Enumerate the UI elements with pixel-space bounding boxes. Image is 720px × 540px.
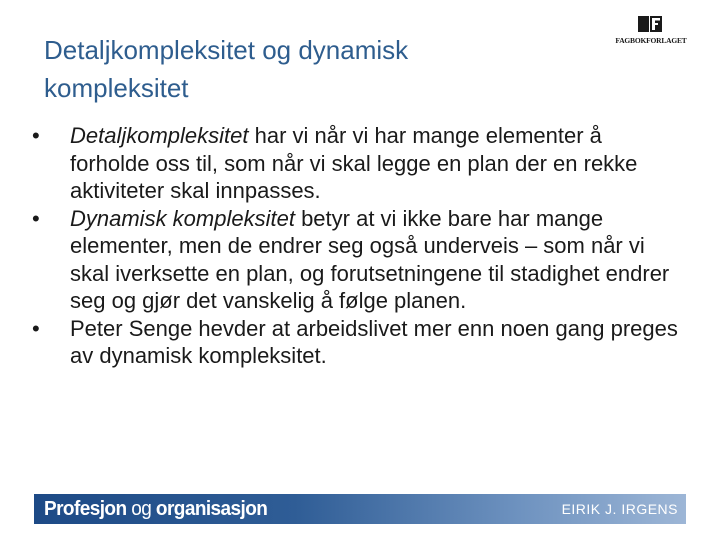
footer-title-part-3: organisasjon: [155, 498, 268, 520]
footer-book-title: [44, 497, 267, 521]
book-logo-icon: [637, 14, 663, 34]
slide-title-line-1: Detaljkompleksitet og dynamisk: [44, 35, 409, 65]
bullet-marker: •: [32, 205, 40, 231]
bullet-item: [24, 205, 684, 315]
footer-title-part-2: og: [126, 498, 156, 520]
bullet-list: [24, 122, 684, 370]
bullet-item: [24, 315, 684, 370]
bullet-italic-term: Detaljkompleksitet: [70, 123, 249, 148]
bullet-text: betyr at vi ikke bare har mange elementer, men de endrer seg også underveis – som når vi skal iverksette en plan, og forutsetningene til stadighet endrer seg og gjør det vanskelig å følge planen.: [70, 205, 670, 313]
bullet-text: har vi når vi har mange elementer å forholde oss til, som når vi skal legge en plan der en rekke aktiviteter skal innpasses.: [70, 123, 638, 203]
bullet-marker: •: [32, 315, 40, 341]
bullet-item: [24, 122, 684, 205]
footer-banner: [34, 494, 686, 524]
bullet-text: Peter Senge hevder at arbeidslivet mer enn noen gang preges av dynamisk kompleksitet.: [70, 315, 678, 368]
publisher-logo-text: FAGBOKFORLAGET: [615, 36, 687, 45]
slide-title: [44, 31, 564, 107]
bullet-marker: •: [32, 123, 40, 148]
footer-author: EIRIK J. IRGENS: [561, 501, 678, 517]
slide-title-line-2: kompleksitet: [44, 73, 189, 103]
footer-title-part-1: Profesjon: [44, 498, 127, 520]
bullet-italic-term: Dynamisk kompleksitet: [70, 205, 295, 231]
publisher-logo: [615, 14, 687, 48]
